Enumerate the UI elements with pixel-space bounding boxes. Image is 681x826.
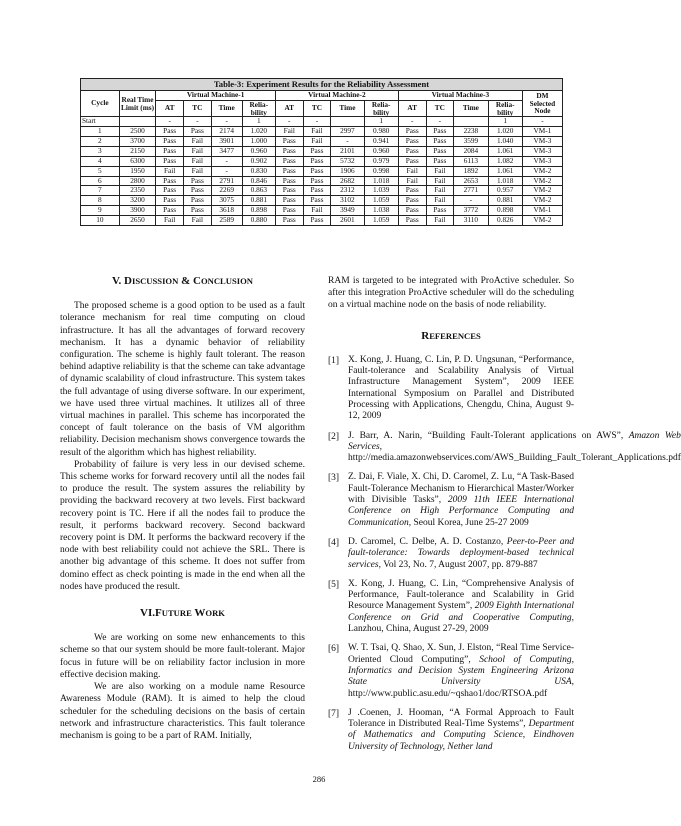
- table-cell: 3102: [331, 196, 364, 206]
- table-cell: Fail: [398, 166, 426, 176]
- table-cell: -: [398, 117, 426, 127]
- reference-text: D. Caromel, C. Delbe, A. D. Costanzo, Peer-to-Peer and fault-tolerance: Towards deployment-based technical services, Vol 23, No. 7, August 2007, pp. 879-887: [348, 536, 574, 570]
- table-cell: Pass: [398, 196, 426, 206]
- table-cell: -: [275, 117, 303, 127]
- table-cell: 10: [81, 216, 120, 226]
- table-cell: -: [522, 117, 562, 127]
- table-cell: Pass: [398, 156, 426, 166]
- table-row: [81, 136, 563, 146]
- col-header-at: AT: [398, 100, 426, 116]
- table-cell: 0.826: [488, 216, 522, 226]
- table-cell: 3700: [119, 136, 156, 146]
- table-cell: VM-3: [522, 146, 562, 156]
- table-cell: Pass: [184, 186, 212, 196]
- table-cell: Pass: [156, 176, 184, 186]
- table-cell: VM-2: [522, 166, 562, 176]
- table-cell: 2601: [331, 216, 364, 226]
- table-cell: -: [303, 117, 331, 127]
- table-cell: 8: [81, 196, 120, 206]
- table-cell: Pass: [275, 176, 303, 186]
- table-cell: 0.957: [488, 186, 522, 196]
- left-column: [60, 275, 305, 742]
- table-cell: 1.082: [488, 156, 522, 166]
- table-cell: Fail: [184, 156, 212, 166]
- section-heading-future-work: VI.FUTURE WORK: [140, 607, 225, 620]
- table-cell: Pass: [426, 127, 454, 137]
- table-cell: 0.880: [242, 216, 275, 226]
- table-cell: 2653: [454, 176, 488, 186]
- discussion-paragraph-2: Probability of failure is very less in our devised scheme. This scheme works for forward recovery until all the nodes fail to produce the result. The system assures the reliability by providing the backward recovery at two levels. First backward recovery point is TC. Here if all the nodes fail to produce the result, it performs backward recovery. Second backward recovery point is DM. It performs the backward recovery if the node with best reliability could not achieve the SRL. There is another big advantage of this scheme. It does not suffer from domino effect as check pointing is made in the end when all the nodes have produced the result.: [60, 459, 305, 592]
- col-header-dm-selected-node: DM Selected Node: [522, 91, 562, 117]
- table-row: [81, 117, 563, 127]
- table-cell: 2500: [119, 127, 156, 137]
- table-caption: Table-3: Experiment Results for the Reliability Assessment: [81, 79, 563, 91]
- table-cell: Pass: [398, 206, 426, 216]
- table-row: [81, 186, 563, 196]
- reference-item: [328, 643, 574, 699]
- reference-number: [1]: [328, 355, 340, 366]
- col-header-tc: TC: [184, 100, 212, 116]
- table-cell: Pass: [398, 216, 426, 226]
- table-cell: Pass: [303, 196, 331, 206]
- col-header-time: Time: [454, 100, 488, 116]
- table-cell: 3477: [211, 146, 242, 156]
- table-cell: Pass: [184, 206, 212, 216]
- table-cell: Pass: [275, 186, 303, 196]
- table-cell: 0.898: [242, 206, 275, 216]
- table-cell: Fail: [156, 216, 184, 226]
- col-header-real-time-limit: Real Time Limit (ms): [119, 91, 156, 117]
- col-header-reliability: Relia-bility: [242, 100, 275, 116]
- table-cell: 0.941: [364, 136, 398, 146]
- table-cell: VM-3: [522, 156, 562, 166]
- table-cell: 6113: [454, 156, 488, 166]
- table-cell: Pass: [303, 186, 331, 196]
- table-cell: 0.902: [242, 156, 275, 166]
- section-heading-references: REFERENCES: [421, 329, 481, 342]
- table-cell: 0.846: [242, 176, 275, 186]
- table-cell: 2800: [119, 176, 156, 186]
- table-cell: Pass: [184, 196, 212, 206]
- table-cell: 1: [488, 117, 522, 127]
- table-cell: [119, 117, 156, 127]
- table-cell: Pass: [303, 146, 331, 156]
- table-cell: Pass: [156, 136, 184, 146]
- table-cell: 2997: [331, 127, 364, 137]
- table-cell: 1: [364, 117, 398, 127]
- section-heading-discussion: V. DISCUSSION & CONCLUSION: [111, 275, 253, 287]
- table-cell: Pass: [426, 156, 454, 166]
- table-cell: 3599: [454, 136, 488, 146]
- table-cell: 1.059: [364, 196, 398, 206]
- table-cell: Pass: [156, 206, 184, 216]
- table-cell: 1906: [331, 166, 364, 176]
- col-header-time: Time: [211, 100, 242, 116]
- reference-item: [328, 472, 574, 528]
- table-row: [81, 146, 563, 156]
- table-cell: 0.881: [242, 196, 275, 206]
- table-cell: 1.061: [488, 146, 522, 156]
- table-cell: Pass: [275, 166, 303, 176]
- table-cell: 5732: [331, 156, 364, 166]
- table-cell: 1: [81, 127, 120, 137]
- table-cell: 2312: [331, 186, 364, 196]
- reference-number: [4]: [328, 537, 340, 548]
- reference-number: [3]: [328, 473, 340, 484]
- table-cell: 2150: [119, 146, 156, 156]
- table-cell: -: [211, 166, 242, 176]
- table-cell: Pass: [275, 146, 303, 156]
- table-cell: 3949: [331, 206, 364, 216]
- table-cell: VM-2: [522, 196, 562, 206]
- table-cell: Pass: [426, 206, 454, 216]
- table-cell: 3900: [119, 206, 156, 216]
- col-header-reliability: Relia-bility: [488, 100, 522, 116]
- table-row: [81, 196, 563, 206]
- future-paragraph-1: We are working on some new enhancements to this scheme so that our system should be more fault-tolerant. Major focus in future will be on reliability factor inclusion in more effective decision making.: [60, 633, 305, 680]
- reference-item: [328, 537, 574, 571]
- table-cell: Fail: [426, 196, 454, 206]
- table-cell: 1: [242, 117, 275, 127]
- table-cell: 0.979: [364, 156, 398, 166]
- table-cell: 1.020: [242, 127, 275, 137]
- table-cell: Pass: [184, 127, 212, 137]
- table-cell: 3075: [211, 196, 242, 206]
- table-cell: 1.038: [364, 206, 398, 216]
- table-cell: 6: [81, 176, 120, 186]
- col-header-vm2: Virtual Machine-2: [275, 91, 398, 101]
- table-cell: Pass: [303, 156, 331, 166]
- table-cell: Pass: [426, 146, 454, 156]
- table-cell: Pass: [303, 166, 331, 176]
- table-cell: Fail: [275, 127, 303, 137]
- table-cell: Pass: [398, 146, 426, 156]
- table-cell: Pass: [275, 196, 303, 206]
- table-cell: Fail: [156, 166, 184, 176]
- table-cell: VM-1: [522, 127, 562, 137]
- table-cell: 1950: [119, 166, 156, 176]
- table-cell: -: [426, 117, 454, 127]
- table-cell: VM-2: [522, 186, 562, 196]
- table-cell: Pass: [184, 176, 212, 186]
- table-cell: Pass: [275, 216, 303, 226]
- reference-number: [6]: [328, 644, 340, 655]
- table-cell: 5: [81, 166, 120, 176]
- table-cell: 2589: [211, 216, 242, 226]
- col-header-at: AT: [156, 100, 184, 116]
- col-header-vm3: Virtual Machine-3: [398, 91, 522, 101]
- table-cell: VM-1: [522, 206, 562, 216]
- table-cell: Pass: [303, 216, 331, 226]
- reference-number: [7]: [328, 708, 340, 719]
- table-cell: 0.980: [364, 127, 398, 137]
- table-cell: 3772: [454, 206, 488, 216]
- table-cell: 4: [81, 156, 120, 166]
- table-row: [81, 127, 563, 137]
- col-header-time: Time: [331, 100, 364, 116]
- reference-item: [328, 355, 574, 423]
- table-cell: -: [211, 156, 242, 166]
- table-cell: VM-2: [522, 216, 562, 226]
- reference-text: Z. Dai, F. Viale, X. Chi, D. Caromel, Z. Lu, “A Task-Based Fault-Tolerance Mechanism to Hierarchical Master/Worker with Divisible Tasks”, 2009 11th IEEE International Conference on High Performance Computing and Communication, Seoul Korea, June 25-27 2009: [348, 472, 574, 528]
- table-cell: Pass: [303, 176, 331, 186]
- reference-text: J .Coenen, J. Hooman, “A Formal Approach to Fault Tolerance in Distributed Real-Time Systems”, Department of Mathematics and Computing Science, Eindhoven University of Technology, Nether land: [348, 707, 574, 752]
- reference-item: [328, 579, 574, 635]
- table-cell: Pass: [156, 127, 184, 137]
- table-cell: 0.863: [242, 186, 275, 196]
- reference-item: [328, 708, 574, 753]
- table-cell: 1.040: [488, 136, 522, 146]
- table-cell: 3901: [211, 136, 242, 146]
- table-cell: Fail: [303, 136, 331, 146]
- page-number: 286: [312, 774, 326, 784]
- reference-number: [5]: [328, 579, 340, 590]
- table-cell: 2650: [119, 216, 156, 226]
- table-cell: 0.998: [364, 166, 398, 176]
- table-cell: [454, 117, 488, 127]
- table-cell: 2269: [211, 186, 242, 196]
- table-cell: Fail: [184, 136, 212, 146]
- table-cell: 9: [81, 206, 120, 216]
- table-cell: Pass: [156, 186, 184, 196]
- table-cell: Pass: [156, 146, 184, 156]
- table-row: [81, 176, 563, 186]
- table-cell: Fail: [426, 186, 454, 196]
- reference-item: [328, 430, 681, 465]
- col-header-reliability: Relia-bility: [364, 100, 398, 116]
- table-cell: -: [156, 117, 184, 127]
- table-cell: 2682: [331, 176, 364, 186]
- reference-text: X. Kong, J. Huang, C. Lin, “Comprehensive Analysis of Performance, Fault-tolerance and Scalability in Grid Resource Management System”, 2009 Eighth International Conference on Grid and Cooperative Computing, Lanzhou, China, August 27-29, 2009: [348, 578, 574, 635]
- table-row: [81, 216, 563, 226]
- table-cell: 2238: [454, 127, 488, 137]
- table-cell: [331, 117, 364, 127]
- reference-number: [2]: [328, 431, 340, 442]
- table-cell: -: [184, 117, 212, 127]
- table-cell: 7: [81, 186, 120, 196]
- table-cell: Pass: [156, 196, 184, 206]
- table-cell: Pass: [398, 136, 426, 146]
- table-cell: 2101: [331, 146, 364, 156]
- table-cell: 1.061: [488, 166, 522, 176]
- table-cell: 2174: [211, 127, 242, 137]
- table-cell: Fail: [426, 166, 454, 176]
- right-column: [328, 275, 681, 761]
- table-cell: 6300: [119, 156, 156, 166]
- reference-text: J. Barr, A. Narin, “Building Fault-Tolerant applications on AWS”, Amazon Web Services, http://media.amazonwebservices.com/AWS_Building_Fault_Tolerant_Applications.pdf: [348, 430, 681, 464]
- table-cell: -: [211, 117, 242, 127]
- table-cell: 0.960: [242, 146, 275, 156]
- table-cell: 1.039: [364, 186, 398, 196]
- col-header-at: AT: [275, 100, 303, 116]
- table-cell: Fail: [184, 216, 212, 226]
- table-cell: 3200: [119, 196, 156, 206]
- table-row: [81, 156, 563, 166]
- reference-list: [328, 354, 681, 753]
- table-cell: VM-3: [522, 136, 562, 146]
- table-cell: 1.018: [488, 176, 522, 186]
- table-cell: 2084: [454, 146, 488, 156]
- future-paragraph-2: We are also working on a module name Resource Awareness Module (RAM). It is aimed to help the cloud scheduler for the scheduling decisions on the basis of certain network and infrastructure characteristics. This fault tolerance mechanism is going to be a part of RAM. Initially,: [60, 682, 305, 741]
- table-cell: 1.020: [488, 127, 522, 137]
- table-cell: Pass: [398, 127, 426, 137]
- table-cell: 3618: [211, 206, 242, 216]
- table-cell: 0.960: [364, 146, 398, 156]
- table-cell: 3: [81, 146, 120, 156]
- table-cell: VM-2: [522, 176, 562, 186]
- table-cell: -: [331, 136, 364, 146]
- table-cell: 3110: [454, 216, 488, 226]
- table-cell: Pass: [398, 186, 426, 196]
- table-cell: Fail: [184, 146, 212, 156]
- table-cell: 2350: [119, 186, 156, 196]
- table-cell: -: [454, 196, 488, 206]
- table-cell: 2771: [454, 186, 488, 196]
- table-cell: 2: [81, 136, 120, 146]
- table-cell: 1892: [454, 166, 488, 176]
- col-header-vm1: Virtual Machine-1: [156, 91, 276, 101]
- table-cell: 0.881: [488, 196, 522, 206]
- future-paragraph-continued: RAM is targeted to be integrated with ProActive scheduler. So after this integration ProActive scheduler will do the scheduling on a virtual machine node on the basis of node reliability.: [328, 276, 574, 311]
- table-cell: Fail: [426, 176, 454, 186]
- col-header-tc: TC: [426, 100, 454, 116]
- discussion-paragraph-1: The proposed scheme is a good option to be used as a fault tolerance mechanism for real time computing on cloud infrastructure. It has all the advantages of forward recovery mechanism. It has a dynamic behavior of reliability configuration. The scheme is highly fault tolerant. The reason behind adaptive reliability is that the scheme can take advantage of dynamic scalability of cloud infrastructure. This system takes the full advantage of using diverse software. In our experiment, we have used three virtual machines. It utilizes all of three virtual machines in parallel. This scheme has incorporated the concept of fault tolerance on the basis of VM algorithm reliability. Decision mechanism shows convergence towards the result of the algorithm which has highest reliability.: [60, 301, 305, 458]
- table-cell: 2791: [211, 176, 242, 186]
- table-cell: Fail: [303, 206, 331, 216]
- table-row: [81, 166, 563, 176]
- table-cell: 1.000: [242, 136, 275, 146]
- col-header-tc: TC: [303, 100, 331, 116]
- table-cell: Pass: [275, 156, 303, 166]
- reference-text: X. Kong, J. Huang, C. Lin, P. D. Ungsunan, “Performance, Fault-tolerance and Scalability Analysis of Virtual Infrastructure Management System”, 2009 IEEE International Symposium on Parallel and Distributed Processing with Applications, Chengdu, China, August 9-12, 2009: [348, 354, 574, 422]
- table-cell: Fail: [398, 176, 426, 186]
- reference-text: W. T. Tsai, Q. Shao, X. Sun, J. Elston, “Real Time Service-Oriented Cloud Computing”, School of Computing, Informatics and Decision System Engineering Arizona State University USA, http://www.public.asu.edu/~qshao1/doc/RTSOA.pdf: [348, 643, 574, 699]
- table-cell: Pass: [275, 206, 303, 216]
- table-cell: Start: [81, 117, 120, 127]
- table-cell: Pass: [426, 136, 454, 146]
- table-cell: 0.898: [488, 206, 522, 216]
- table-cell: Pass: [275, 136, 303, 146]
- table-row: [81, 206, 563, 216]
- table-cell: Pass: [156, 156, 184, 166]
- table-cell: 1.018: [364, 176, 398, 186]
- table-cell: Fail: [303, 127, 331, 137]
- table-cell: Fail: [184, 166, 212, 176]
- table-cell: 0.830: [242, 166, 275, 176]
- col-header-cycle: Cycle: [81, 91, 120, 117]
- table-cell: 1.059: [364, 216, 398, 226]
- results-table: [80, 78, 563, 226]
- table-cell: Fail: [426, 216, 454, 226]
